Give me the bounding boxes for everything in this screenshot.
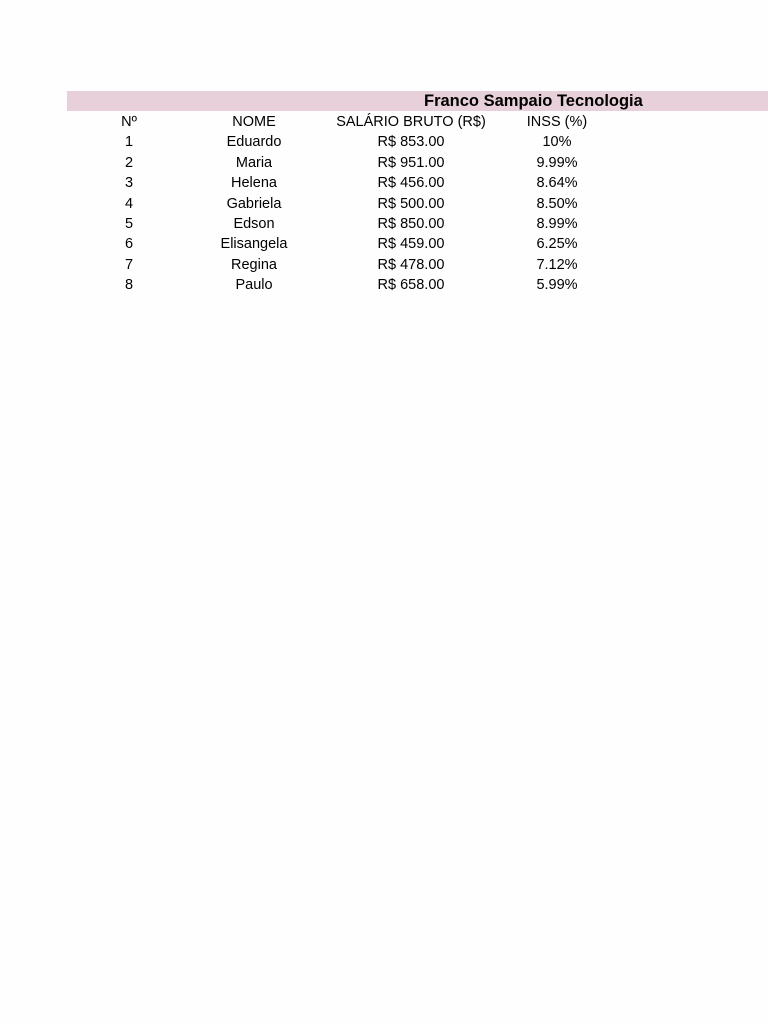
table-row <box>0 132 768 152</box>
cell-inss: 6.25% <box>536 236 578 253</box>
cell-salary: R$ 951.00 <box>377 154 445 171</box>
cell-inss: 8.64% <box>536 175 578 192</box>
cell-num: 3 <box>124 175 134 192</box>
cell-num: 5 <box>124 215 134 232</box>
cell-name: Paulo <box>235 277 273 294</box>
header-salary: SALÁRIO BRUTO (R$) <box>336 114 486 130</box>
cell-inss: 8.99% <box>536 215 578 232</box>
header-inss: INSS (%) <box>526 114 588 130</box>
cell-name: Elisangela <box>220 236 288 253</box>
header-num: Nº <box>121 114 137 130</box>
table-row <box>0 173 768 193</box>
cell-name: Edson <box>233 215 275 232</box>
cell-salary: R$ 853.00 <box>377 134 445 151</box>
cell-num: 2 <box>124 154 134 171</box>
cell-inss: 5.99% <box>536 277 578 294</box>
table-row <box>0 275 768 295</box>
cell-name: Helena <box>231 175 277 192</box>
title-band <box>67 91 768 111</box>
table-row <box>0 194 768 214</box>
cell-salary: R$ 459.00 <box>377 236 445 253</box>
header-name: NOME <box>232 114 276 130</box>
cell-num: 1 <box>124 134 134 151</box>
salary-table <box>0 112 768 296</box>
sheet-title: Franco Sampaio Tecnologia <box>424 92 643 110</box>
cell-name: Eduardo <box>226 134 282 151</box>
cell-num: 4 <box>124 195 134 212</box>
table-row <box>0 255 768 275</box>
cell-salary: R$ 478.00 <box>377 256 445 273</box>
cell-inss: 9.99% <box>536 154 578 171</box>
cell-num: 7 <box>124 256 134 273</box>
cell-salary: R$ 658.00 <box>377 277 445 294</box>
cell-num: 8 <box>124 277 134 294</box>
table-row <box>0 214 768 234</box>
cell-name: Regina <box>231 256 277 273</box>
cell-inss: 7.12% <box>536 256 578 273</box>
cell-salary: R$ 500.00 <box>377 195 445 212</box>
table-row <box>0 234 768 254</box>
table-header-row <box>0 112 768 132</box>
cell-name: Gabriela <box>226 195 282 212</box>
cell-salary: R$ 850.00 <box>377 215 445 232</box>
cell-salary: R$ 456.00 <box>377 175 445 192</box>
cell-inss: 8.50% <box>536 195 578 212</box>
table-row <box>0 153 768 173</box>
cell-name: Maria <box>235 154 273 171</box>
cell-num: 6 <box>124 236 134 253</box>
cell-inss: 10% <box>542 134 572 151</box>
